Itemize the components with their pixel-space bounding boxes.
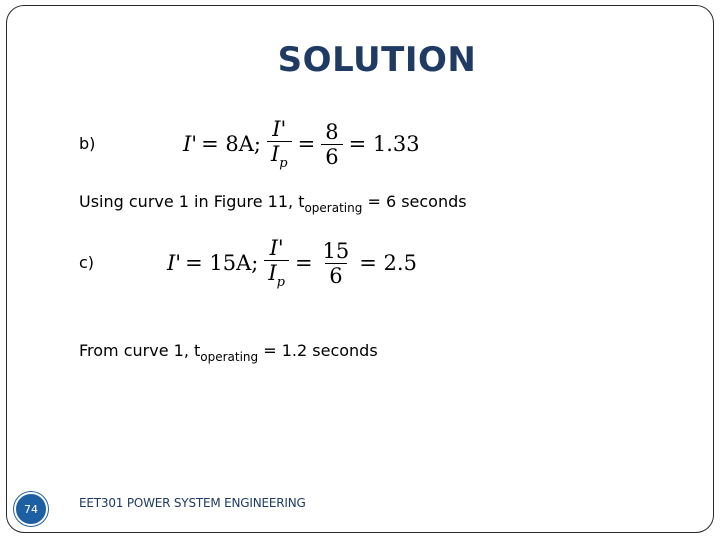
part-b-frac2-den: 6 bbox=[321, 144, 342, 168]
part-c-result-suffix: = 1.2 seconds bbox=[258, 341, 378, 360]
slide-title: SOLUTION bbox=[277, 40, 477, 80]
part-c-fraction-values bbox=[319, 240, 354, 287]
part-c-fraction-ratio bbox=[264, 237, 289, 290]
part-b-result-prefix: Using curve 1 in Figure 11, t bbox=[79, 192, 305, 211]
part-b-frac1-den-sub: p bbox=[279, 156, 288, 172]
part-b-frac1-num: I' bbox=[272, 117, 287, 141]
part-b-equation bbox=[183, 118, 420, 171]
part-c-equation bbox=[167, 237, 417, 290]
part-b-fraction-ratio bbox=[267, 118, 292, 171]
part-c-eq-lhs: I' bbox=[167, 251, 182, 276]
part-b-eq-lhs: I' bbox=[183, 132, 198, 157]
part-b-result-sub: operating bbox=[304, 201, 363, 215]
part-b-fraction-values bbox=[321, 121, 342, 168]
footer-course-title: EET301 POWER SYSTEM ENGINEERING bbox=[79, 496, 306, 510]
part-b-frac2-num: 8 bbox=[325, 119, 339, 144]
part-c-result bbox=[79, 341, 378, 364]
part-c-result-prefix: From curve 1, t bbox=[79, 341, 201, 360]
part-b-eq-mid: = bbox=[297, 132, 316, 157]
part-c-eq-current: = 15A; bbox=[185, 251, 259, 276]
part-b-label: b) bbox=[79, 134, 96, 153]
part-b-eq-current: = 8A; bbox=[201, 132, 261, 157]
part-c-frac2-den: 6 bbox=[325, 263, 346, 287]
part-c-frac1-num: I' bbox=[269, 236, 284, 260]
part-b-eq-result: = 1.33 bbox=[348, 132, 420, 157]
part-c-label: c) bbox=[79, 253, 95, 272]
part-c-frac1-den: I bbox=[268, 261, 277, 286]
part-b-result-suffix: = 6 seconds bbox=[362, 192, 467, 211]
part-c-eq-result: = 2.5 bbox=[359, 251, 417, 276]
part-b-result bbox=[79, 192, 467, 215]
part-c-eq-mid: = bbox=[294, 251, 313, 276]
part-b-frac1-den: I bbox=[270, 142, 280, 167]
part-c-result-sub: operating bbox=[200, 350, 259, 364]
page-number-badge: 74 bbox=[14, 492, 48, 526]
part-c-frac1-den-sub: p bbox=[276, 275, 285, 291]
part-c-frac2-num: 15 bbox=[322, 238, 350, 263]
